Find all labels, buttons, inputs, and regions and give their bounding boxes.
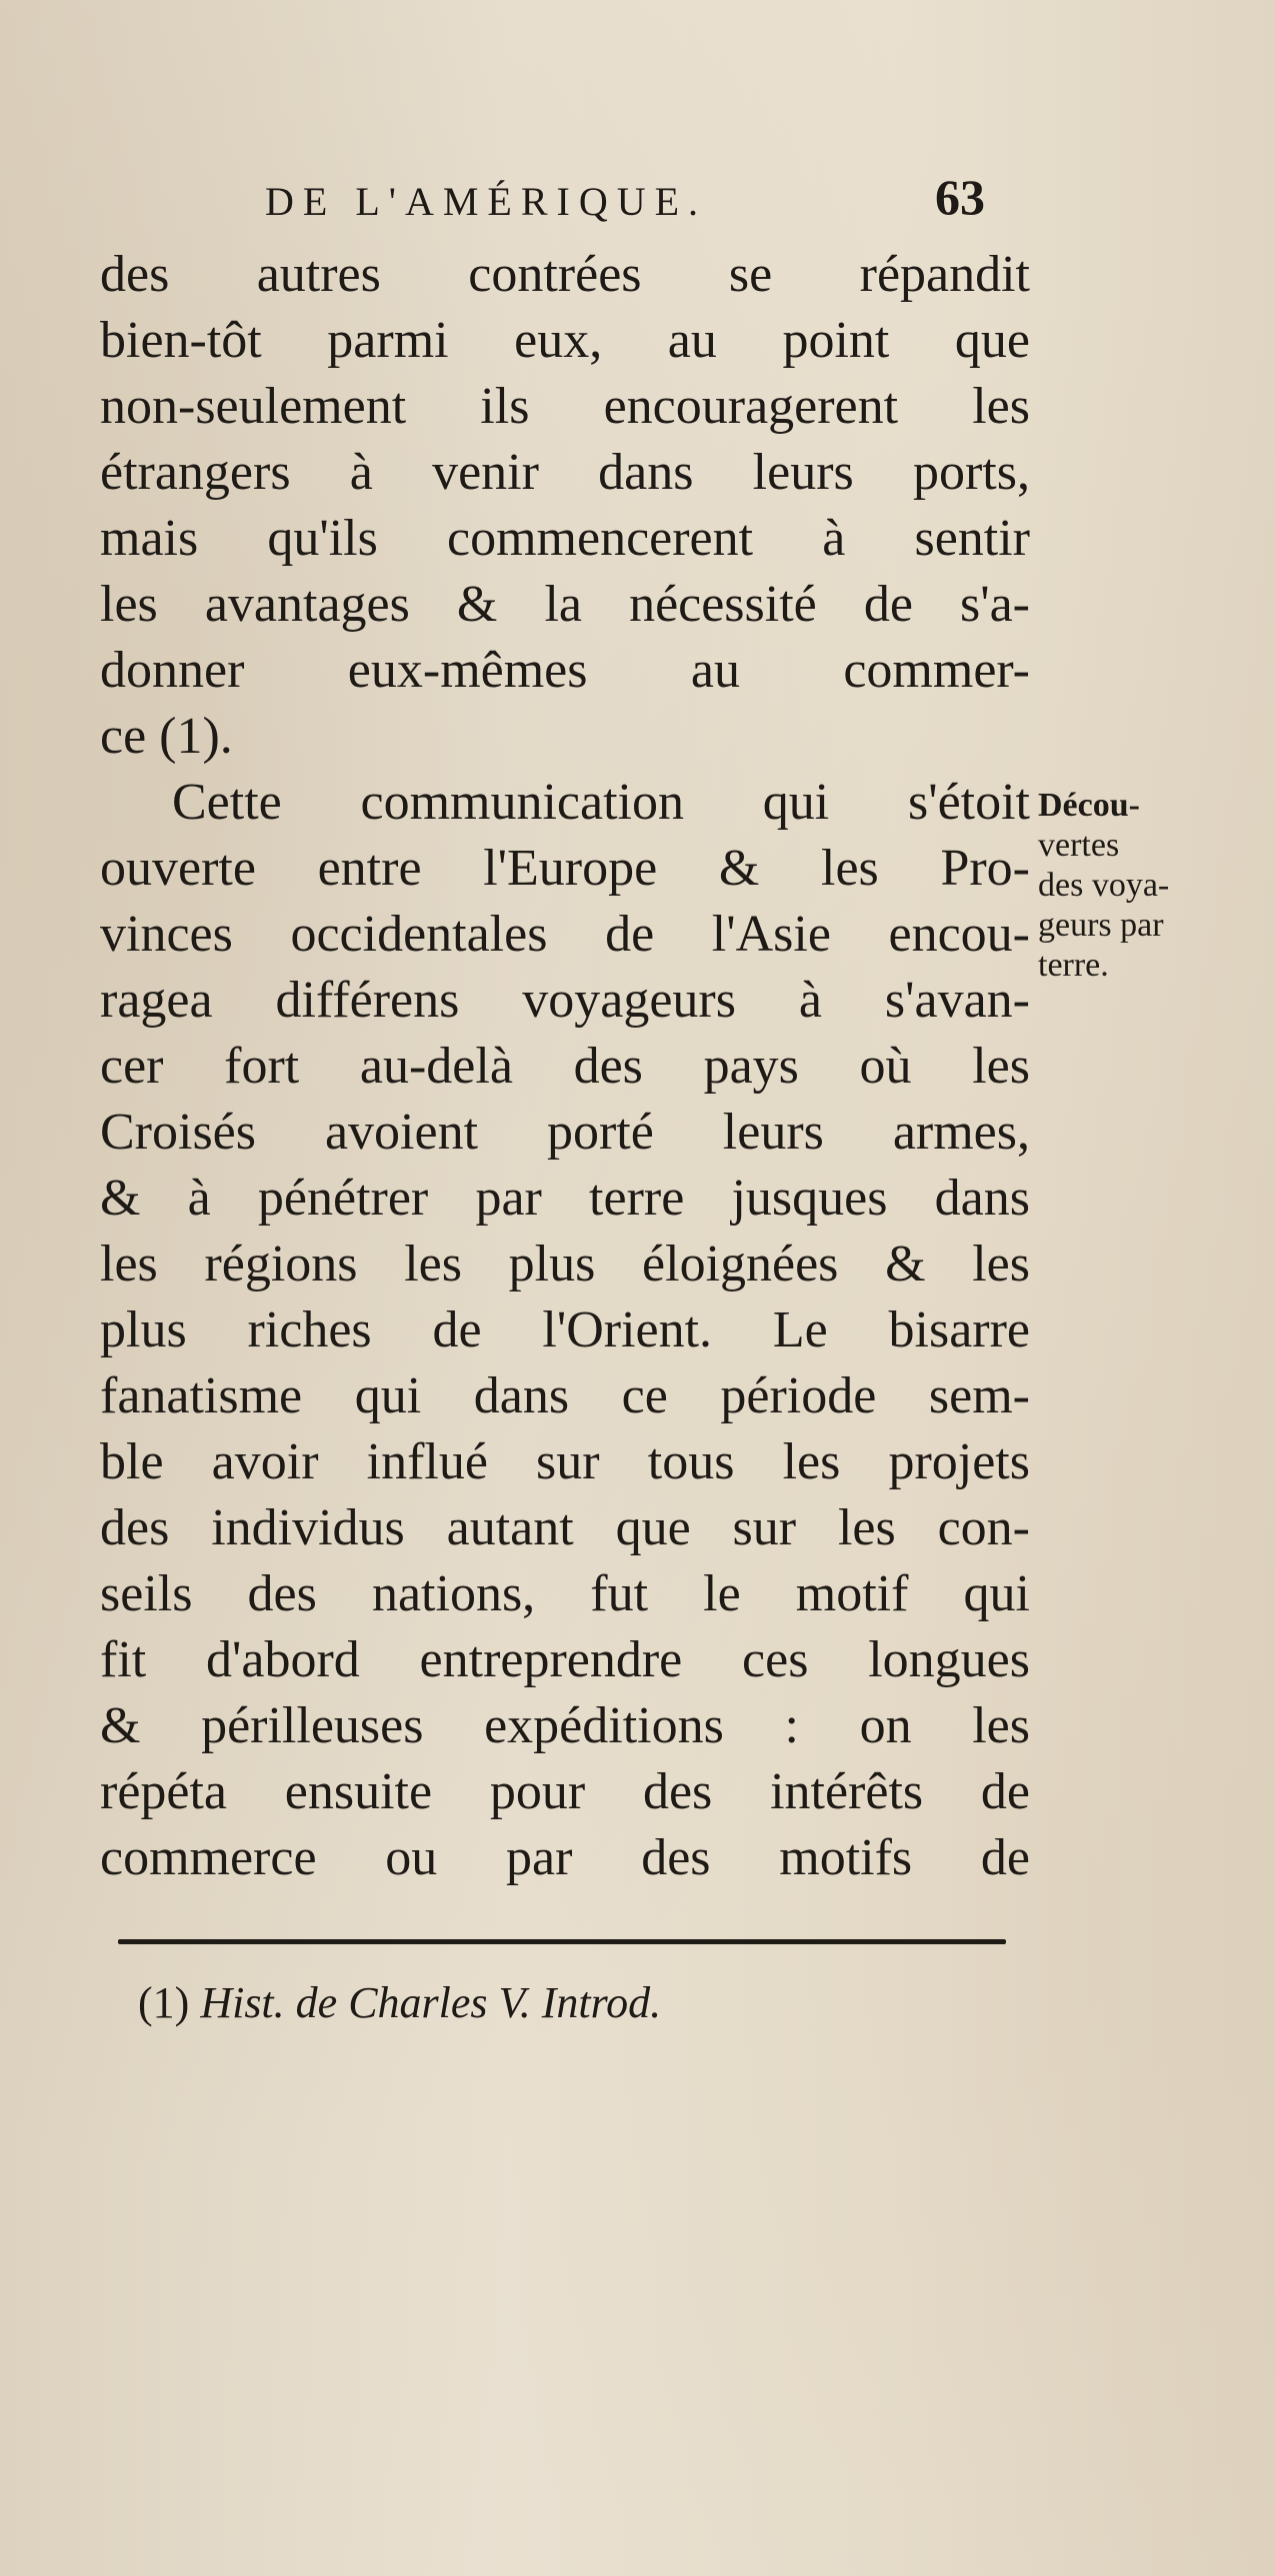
text-line: & périlleuses expéditions : on les (100, 1697, 1030, 1754)
marginal-note (1038, 786, 1268, 986)
footnote (138, 1977, 661, 2028)
text-line: & à pénétrer par terre jusques dans (100, 1170, 1030, 1227)
text-line: les avantages & la nécessité de s'a- (100, 576, 1030, 633)
text-line: des autres contrées se répandit (100, 246, 1030, 303)
text-line: ce (1). (100, 708, 233, 765)
marginal-note-line: terre. (1038, 947, 1109, 984)
text-line: non-seulement ils encouragerent les (100, 378, 1030, 435)
text-line: ble avoir influé sur tous les projets (100, 1433, 1030, 1490)
text-line: cer fort au-delà des pays où les (100, 1038, 1030, 1095)
text-line: ragea différens voyageurs à s'avan- (100, 972, 1030, 1029)
text-line: fanatisme qui dans ce période sem- (100, 1367, 1030, 1424)
text-line: les régions les plus éloignées & les (100, 1236, 1030, 1292)
text-line: Cette communication qui s'étoit (172, 774, 1030, 831)
marginal-note-line: Décou- (1038, 787, 1140, 824)
page-number: 63 (935, 169, 985, 225)
text-line: Croisés avoient porté leurs armes, (100, 1104, 1030, 1161)
marginal-note-line: des voya- (1038, 867, 1170, 904)
footnote-text: Hist. de Charles V. Introd. (200, 1978, 662, 2027)
text-line: étrangers à venir dans leurs ports, (100, 444, 1030, 501)
text-line: seils des nations, fut le motif qui (100, 1565, 1030, 1622)
text-line: ouverte entre l'Europe & les Pro- (100, 840, 1030, 897)
running-head: DE L'AMÉRIQUE. (265, 179, 708, 224)
body-text (100, 242, 1030, 1891)
text-line: répéta ensuite pour des intérêts de (100, 1763, 1030, 1820)
footnote-marker: (1) (138, 1978, 190, 2027)
text-line: donner eux-mêmes au commer- (100, 642, 1030, 699)
text-line: mais qu'ils commencerent à sentir (100, 510, 1030, 567)
marginal-note-line: geurs par (1038, 907, 1164, 944)
text-line: commerce ou par des motifs de (100, 1829, 1030, 1886)
footnote-divider (118, 1939, 1006, 1944)
text-line: vinces occidentales de l'Asie encou- (100, 906, 1030, 963)
text-line: plus riches de l'Orient. Le bisarre (100, 1301, 1030, 1358)
text-line: bien-tôt parmi eux, au point que (100, 312, 1030, 369)
text-line: fit d'abord entreprendre ces longues (100, 1631, 1030, 1688)
text-line: des individus autant que sur les con- (100, 1499, 1030, 1556)
marginal-note-line: vertes (1038, 827, 1120, 864)
